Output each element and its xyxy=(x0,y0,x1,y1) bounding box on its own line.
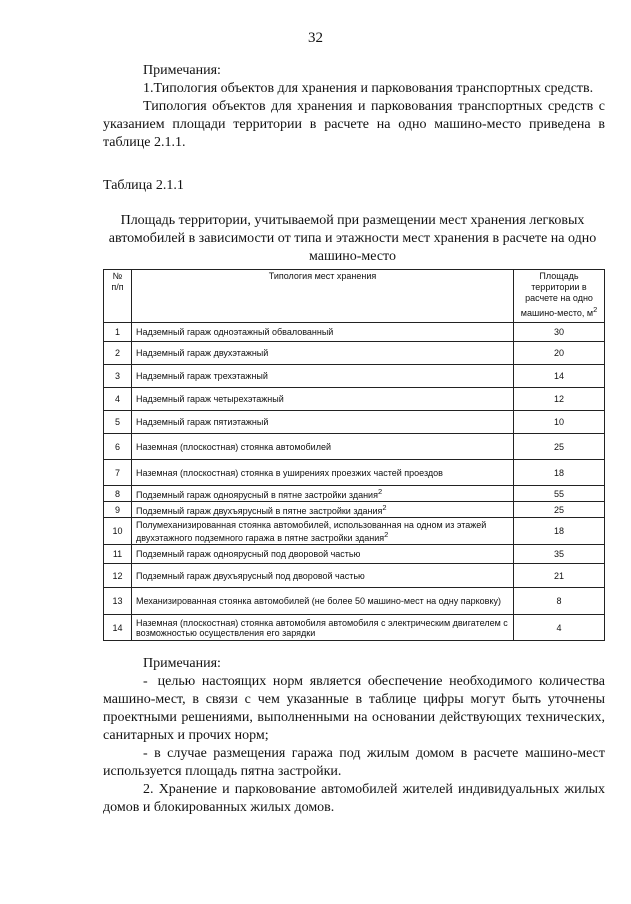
notes2-paragraph-1-text: целью настоящих норм является обеспечение необходимого количества машино-мест, в связи с чем указанные в таблице цифры могут быть уточнены проектными решениями, выполненными на основании действующих технических, санитарных и прочих норм; xyxy=(103,674,605,743)
table-row xyxy=(104,323,605,342)
row-type xyxy=(132,388,514,411)
row-number: 12 xyxy=(104,564,132,588)
row-type-sup: 2 xyxy=(382,503,387,512)
row-area: 30 xyxy=(514,323,605,342)
row-type-sup: 2 xyxy=(384,529,389,539)
table-row xyxy=(104,588,605,615)
header-area-text: Площадь территории в расчете на одно машино-место, м xyxy=(520,271,594,318)
row-area: 25 xyxy=(514,434,605,460)
row-area: 25 xyxy=(514,502,605,518)
row-type xyxy=(132,434,514,460)
row-type-text: Подземный гараж двухъярусный под дворовой частью xyxy=(136,570,365,581)
notes2-dash: - xyxy=(143,674,148,689)
note-1: 1.Типология объектов для хранения и парковования транспортных средств. xyxy=(143,81,594,96)
row-number: 5 xyxy=(104,411,132,434)
notes-title: Примечания: xyxy=(143,63,221,78)
table-row xyxy=(104,365,605,388)
row-type xyxy=(132,502,514,518)
row-area: 55 xyxy=(514,486,605,502)
row-type-text: Надземный гараж пятиэтажный xyxy=(136,417,269,427)
row-number: 14 xyxy=(104,615,132,641)
row-number: 6 xyxy=(104,434,132,460)
table-row xyxy=(104,388,605,411)
header-area-sup: 2 xyxy=(593,305,598,314)
table-row xyxy=(104,486,605,502)
row-number: 7 xyxy=(104,460,132,486)
row-number: 11 xyxy=(104,545,132,564)
row-type xyxy=(132,365,514,388)
header-type: Типология мест хранения xyxy=(132,270,514,323)
row-type-text: Надземный гараж двухэтажный xyxy=(136,348,269,358)
header-num: № п/п xyxy=(104,270,132,323)
row-number: 10 xyxy=(104,518,132,545)
notes2-paragraph-1 xyxy=(103,673,605,745)
row-number: 13 xyxy=(104,588,132,615)
table-row xyxy=(104,564,605,588)
row-area: 35 xyxy=(514,545,605,564)
notes2-paragraph-3: 2. Хранение и парковование автомобилей жителей индивидуальных жилых домов и блокированных жилых домов. xyxy=(103,782,605,815)
row-type xyxy=(132,486,514,502)
row-type-text: Подземный гараж двухъярусный в пятне застройки здания xyxy=(136,506,383,516)
row-number: 4 xyxy=(104,388,132,411)
row-number: 3 xyxy=(104,365,132,388)
notes-section-2 xyxy=(103,655,605,817)
row-type xyxy=(132,588,514,615)
notes2-paragraph-2: - в случае размещения гаража под жилым домом в расчете машино-мест используется площадь пятна застройки. xyxy=(103,746,605,779)
table-title: Площадь территории, учитываемой при размещении мест хранения легковых автомобилей в зависимости от типа и этажности мест хранения в расчете на одно машино-место xyxy=(108,213,597,264)
intro-paragraph: Типология объектов для хранения и парковования транспортных средств с указанием площади территории в расчете на одно машино-место приведена в таблице 2.1.1. xyxy=(103,99,605,150)
table-row xyxy=(104,615,605,641)
row-area: 12 xyxy=(514,388,605,411)
parking-area-table xyxy=(103,269,605,641)
row-type xyxy=(132,615,514,641)
row-type xyxy=(132,411,514,434)
row-area: 4 xyxy=(514,615,605,641)
row-type xyxy=(132,323,514,342)
table-row xyxy=(104,342,605,365)
row-type xyxy=(132,564,514,588)
page-number: 32 xyxy=(308,30,323,46)
row-type xyxy=(132,460,514,486)
table-row xyxy=(104,460,605,486)
row-area: 18 xyxy=(514,460,605,486)
row-type-text: Наземная (плоскостная) стоянка в уширениях проезжих частей проездов xyxy=(136,467,443,478)
row-type-text: Надземный гараж четырехэтажный xyxy=(136,394,284,404)
table-label: Таблица 2.1.1 xyxy=(103,178,184,193)
row-area: 14 xyxy=(514,365,605,388)
row-number: 9 xyxy=(104,502,132,518)
table-row xyxy=(104,434,605,460)
table-row xyxy=(104,411,605,434)
table-row xyxy=(104,545,605,564)
row-type-text: Надземный гараж одноэтажный обвалованный xyxy=(136,327,334,337)
row-type xyxy=(132,518,514,545)
row-type-text: Полумеханизированная стоянка автомобилей, использованная на одном из этажей двухэтажного подземного гаража в пятне застройки здания xyxy=(136,519,487,543)
table-header-row xyxy=(104,270,605,323)
row-type xyxy=(132,342,514,365)
row-type-text: Наземная (плоскостная) стоянка автомобилей xyxy=(136,441,331,452)
row-type-text: Подземный гараж одноярусный под дворовой частью xyxy=(136,549,361,559)
row-area: 18 xyxy=(514,518,605,545)
notes2-title: Примечания: xyxy=(143,656,221,671)
row-area: 21 xyxy=(514,564,605,588)
row-area: 20 xyxy=(514,342,605,365)
row-number: 8 xyxy=(104,486,132,502)
row-area: 8 xyxy=(514,588,605,615)
row-type-text: Механизированная стоянка автомобилей (не более 50 машино-мест на одну парковку) xyxy=(136,596,501,606)
row-type xyxy=(132,545,514,564)
table-row xyxy=(104,518,605,545)
row-type-text: Подземный гараж одноярусный в пятне застройки здания xyxy=(136,490,378,500)
row-type-text: Наземная (плоскостная) стоянка автомобиля автомобиля с электрическим двигателем с возможностью осуществления его зарядки xyxy=(136,617,508,638)
row-area: 10 xyxy=(514,411,605,434)
row-type-text: Надземный гараж трехэтажный xyxy=(136,371,268,381)
header-area xyxy=(514,270,605,323)
row-number: 2 xyxy=(104,342,132,365)
notes-section xyxy=(103,62,605,152)
table-row xyxy=(104,502,605,518)
row-type-sup: 2 xyxy=(377,487,383,496)
row-number: 1 xyxy=(104,323,132,342)
